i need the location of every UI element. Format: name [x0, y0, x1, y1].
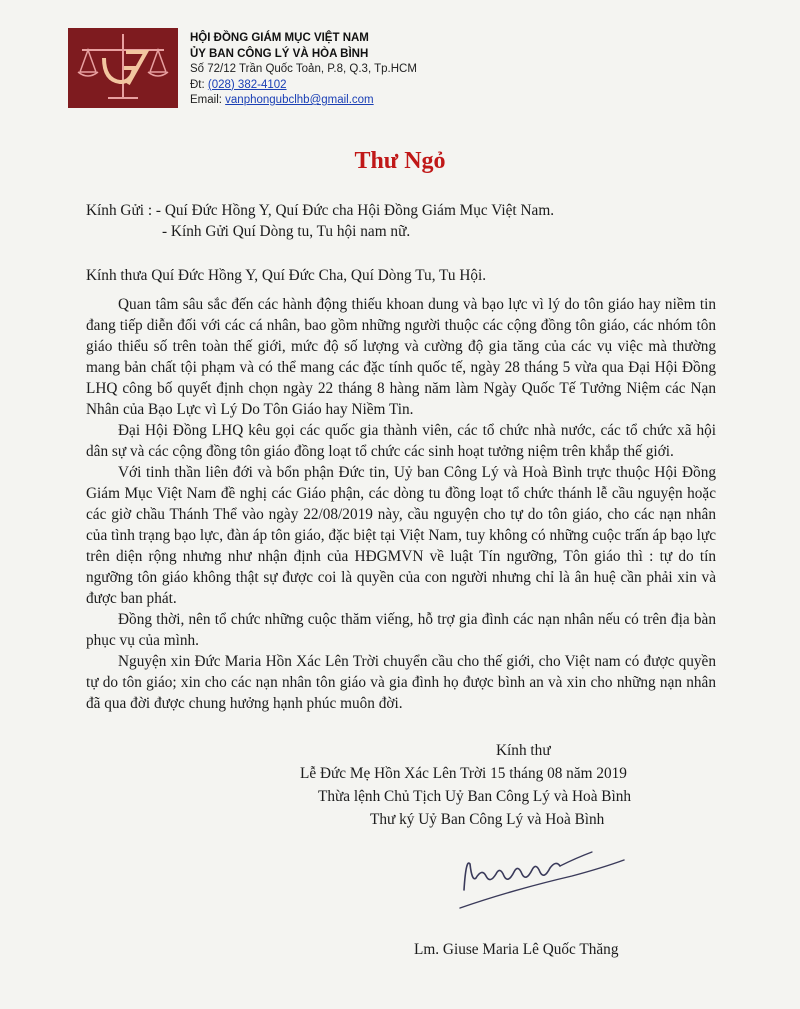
org-name-line2: ỦY BAN CÔNG LÝ VÀ HÒA BÌNH — [190, 47, 369, 60]
org-address: Số 72/12 Trần Quốc Toản, P.8, Q.3, Tp.HCM — [190, 63, 417, 75]
justice-scales-logo-icon — [68, 28, 178, 108]
handwritten-signature — [452, 838, 632, 923]
salutation: Kính thưa Quí Đức Hồng Y, Quí Đức Cha, Quí Dòng Tu, Tu Hội. — [86, 267, 487, 284]
closing-line: Kính thư — [496, 742, 551, 759]
body-paragraph: Quan tâm sâu sắc đến các hành động thiếu khoan dung và bạo lực vì lý do tôn giáo hay niềm tin đang tiếp diễn đối với các cá nhân, bao gồm những người thuộc các cộng đồng tôn giáo, các nhóm tôn giáo thiểu số trên toàn thế giới, mức độ số lượng và cường độ gia tăng của các vụ việc mà thường mang bản chất tội phạm và có thể mang các đặc tính quốc tế, ngày 28 tháng 5 vừa qua Đại Hội Đồng LHQ công bố quyết định chọn ngày 22 tháng 8 hàng năm làm Ngày Quốc Tế Tưởng Niệm các Nạn Nhân của Bạo Lực vì Lý Do Tôn Giáo hay Niềm Tin. — [86, 296, 716, 418]
body-paragraph: Đồng thời, nên tổ chức những cuộc thăm viếng, hỗ trợ gia đình các nạn nhân nếu có trên địa bàn phục vụ của mình. — [86, 611, 716, 649]
letterhead-info — [190, 31, 417, 109]
body-paragraph: Đại Hội Đồng LHQ kêu gọi các quốc gia thành viên, các tổ chức nhà nước, các tổ chức xã hội dân sự và các cộng đồng tôn giáo đồng loạt tổ chức các sinh hoạt tưởng niệm trên khắp thế giới. — [86, 422, 716, 460]
recipients-block — [86, 200, 554, 242]
recipient-line: - Kính Gửi Quí Dòng tu, Tu hội nam nữ. — [162, 223, 411, 240]
phone-link[interactable]: (028) 382-4102 — [207, 78, 287, 91]
org-email-row — [190, 93, 417, 109]
signer-name: Lm. Giuse Maria Lê Quốc Thăng — [414, 941, 619, 958]
body-paragraph: Nguyện xin Đức Maria Hồn Xác Lên Trời chuyển cầu cho thế giới, cho Việt nam có được quyền tự do tôn giáo; xin cho các nạn nhân tôn giáo và gia đình họ được bình an và xin cho những nạn nhân đã qua đời được chung hưởng hạnh phúc muôn đời. — [86, 653, 716, 712]
closing-line: Thư ký Uỷ Ban Công Lý và Hoà Bình — [370, 811, 605, 828]
letter-body — [86, 294, 716, 714]
closing-line: Thừa lệnh Chủ Tịch Uỷ Ban Công Lý và Hoà Bình — [318, 788, 632, 805]
body-paragraph: Với tinh thần liên đới và bổn phận Đức tin, Uỷ ban Công Lý và Hoà Bình trực thuộc Hội Đồng Giám Mục Việt Nam đề nghị các Giáo phận, các dòng tu đồng loạt tổ chức thánh lễ cầu nguyện hoặc các giờ chầu Thánh Thể vào ngày 22/08/2019 này, cầu nguyện cho tự do tôn giáo, cho các nạn nhân của tình trạng bạo lực, đàn áp tôn giáo, đặc biệt tại Việt Nam, tuy không có những cuộc trấn áp bạo lực trên diện rộng nhưng như nhận định của HĐGMVN về luật Tín ngưỡng, Tôn giáo thì : tự do tín ngưỡng tôn giáo không thật sự được coi là quyền của con người nhưng chỉ là ân huệ cần phải xin và được ban phát. — [86, 464, 716, 607]
email-link[interactable]: vanphongubclhb@gmail.com — [225, 94, 374, 106]
recipient-line: Kính Gửi : - Quí Đức Hồng Y, Quí Đức cha Hội Đồng Giám Mục Việt Nam. — [86, 202, 555, 219]
email-label: Email: — [190, 94, 226, 106]
org-name-line1: HỘI ĐỒNG GIÁM MỤC VIỆT NAM — [190, 32, 369, 44]
phone-label: Đt: — [190, 78, 208, 91]
closing-block — [300, 739, 631, 831]
org-phone-row — [190, 78, 417, 94]
letter-title: Thư Ngỏ — [354, 148, 446, 174]
closing-line: Lễ Đức Mẹ Hồn Xác Lên Trời 15 tháng 08 năm 2019 — [300, 765, 627, 782]
